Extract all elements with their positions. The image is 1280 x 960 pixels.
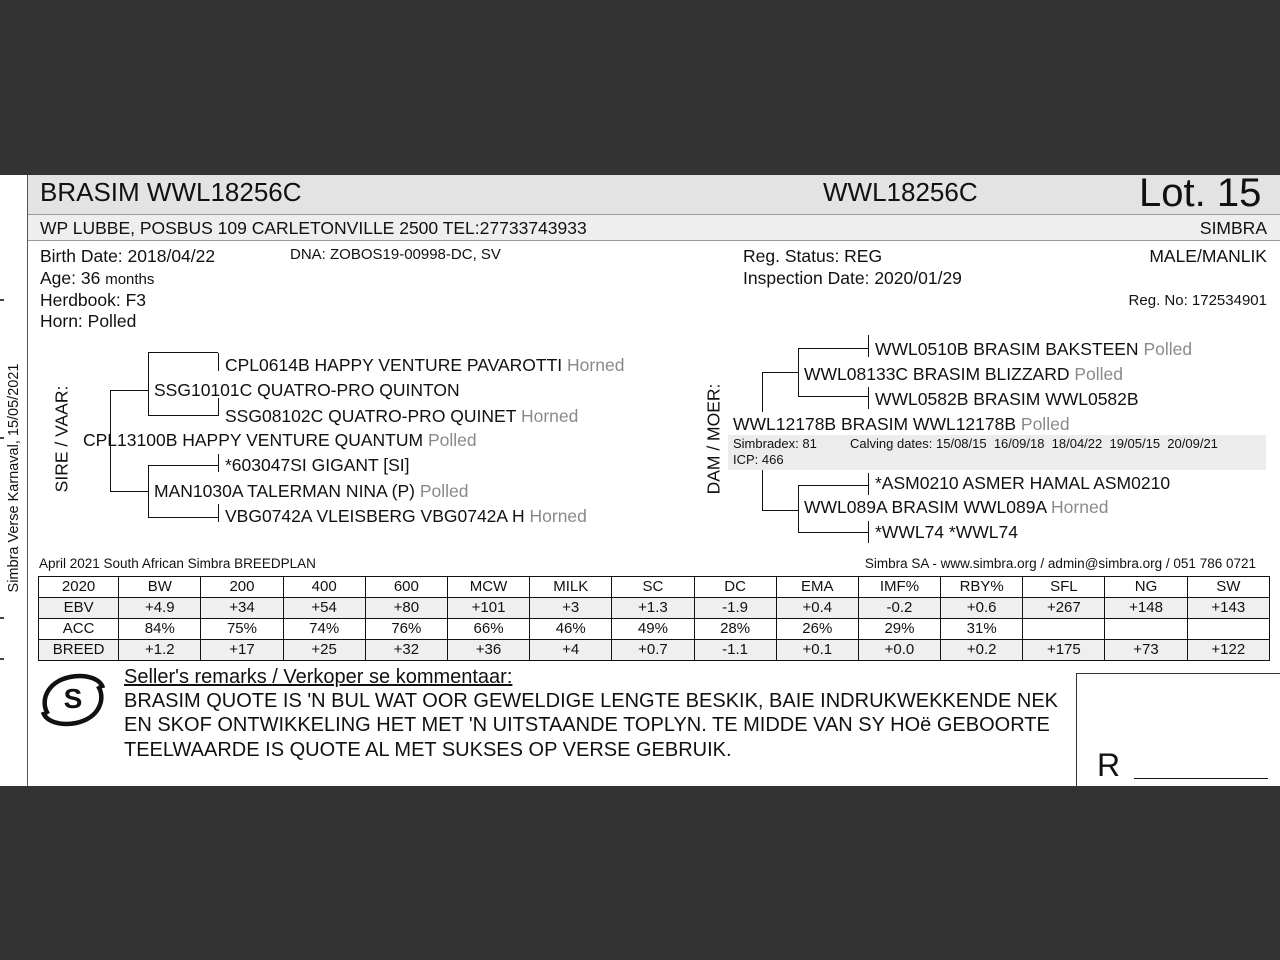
margin-tick — [0, 658, 4, 660]
breedplan-table — [38, 576, 1270, 661]
sire-bracket — [110, 390, 148, 391]
table-cell: 28% — [694, 619, 776, 640]
table-cell: DC — [694, 577, 776, 598]
table-cell: -1.1 — [694, 640, 776, 661]
dam-bracket — [798, 396, 868, 397]
dam-tick — [868, 387, 869, 409]
table-cell: +80 — [365, 598, 447, 619]
pedigree-entry: *603047SI GIGANT [SI] — [225, 455, 410, 475]
table-cell: 600 — [365, 577, 447, 598]
table-row — [39, 598, 1270, 619]
icp: ICP: 466 — [733, 452, 784, 467]
table-cell: +73 — [1105, 640, 1187, 661]
table-cell — [1105, 619, 1187, 640]
table-cell: 400 — [283, 577, 365, 598]
table-cell: 46% — [530, 619, 612, 640]
remarks-heading: Seller's remarks / Verkoper se kommentaar: — [124, 666, 513, 688]
table-cell: +54 — [283, 598, 365, 619]
dam-bracket — [762, 510, 798, 511]
table-cell: SW — [1187, 577, 1269, 598]
table-cell: +32 — [365, 640, 447, 661]
table-cell: SC — [612, 577, 694, 598]
breed-name: SIMBRA — [1199, 218, 1267, 238]
dna-info: DNA: ZOBOS19-00998-DC, SV — [290, 246, 501, 263]
margin-tick — [0, 617, 4, 619]
table-cell: 2020 — [39, 577, 119, 598]
pedigree-entry: WWL0582B BRASIM WWL0582B — [875, 389, 1139, 409]
sire-bracket — [148, 352, 149, 415]
table-cell: +3 — [530, 598, 612, 619]
calving-dates: Calving dates: 15/08/15 16/09/18 18/04/22 19/05/15 20/09/21 — [850, 436, 1218, 451]
table-cell: +17 — [201, 640, 283, 661]
table-cell: +1.2 — [119, 640, 201, 661]
event-label: Simbra Verse Karnaval, 15/05/2021 — [6, 363, 22, 593]
pedigree-entry: *WWL74 *WWL74 — [875, 522, 1018, 542]
table-cell: +148 — [1105, 598, 1187, 619]
table-cell: 66% — [447, 619, 529, 640]
table-cell: +0.0 — [858, 640, 940, 661]
dam-bracket — [798, 485, 868, 486]
age-unit: months — [105, 271, 155, 288]
sire-bracket — [148, 517, 218, 518]
table-cell: +0.2 — [941, 640, 1023, 661]
table-cell: +4 — [530, 640, 612, 661]
table-row — [39, 640, 1270, 661]
dam-bracket — [762, 372, 798, 373]
table-cell: NG — [1105, 577, 1187, 598]
dam-bracket — [798, 532, 868, 533]
table-cell: IMF% — [858, 577, 940, 598]
sex: MALE/MANLIK — [1149, 246, 1267, 266]
table-cell: +143 — [1187, 598, 1269, 619]
table-cell: +4.9 — [119, 598, 201, 619]
dam-tick — [868, 473, 869, 495]
table-cell: +0.7 — [612, 640, 694, 661]
age-value: Age: 36 — [40, 268, 101, 288]
pedigree-entry: WWL08133C BRASIM BLIZZARD Polled — [804, 364, 1124, 384]
pedigree-entry: MAN1030A TALERMAN NINA (P) Polled — [154, 481, 469, 501]
breedplan-contact: Simbra SA - www.simbra.org / admin@simbra.org / 051 786 0721 — [864, 556, 1256, 571]
table-cell: 31% — [941, 619, 1023, 640]
age — [40, 268, 154, 289]
table-cell: +36 — [447, 640, 529, 661]
lot-number: Lot. 15 — [1139, 175, 1262, 215]
simbra-logo-icon — [40, 672, 106, 728]
dam-bracket — [798, 485, 799, 532]
animal-id: WWL18256C — [823, 177, 978, 207]
table-cell: +101 — [447, 598, 529, 619]
sire-bracket — [148, 415, 218, 416]
herdbook: Herdbook: F3 — [40, 290, 147, 310]
table-cell: +1.3 — [612, 598, 694, 619]
pedigree-sire: CPL13100B HAPPY VENTURE QUANTUM Polled — [83, 430, 477, 450]
table-cell: +34 — [201, 598, 283, 619]
table-cell: 29% — [858, 619, 940, 640]
table-cell: BREED — [39, 640, 119, 661]
table-cell: MILK — [530, 577, 612, 598]
table-cell: -1.9 — [694, 598, 776, 619]
table-cell: 84% — [119, 619, 201, 640]
sire-tick — [218, 504, 219, 522]
sire-tick — [218, 353, 219, 371]
reg-status: Reg. Status: REG — [743, 246, 883, 266]
pedigree-entry: *ASM0210 ASMER HAMAL ASM0210 — [875, 473, 1171, 493]
price-line — [1134, 778, 1268, 779]
table-cell: 200 — [201, 577, 283, 598]
inspection-date: Inspection Date: 2020/01/29 — [743, 268, 962, 288]
logo-letter: S — [63, 683, 83, 714]
table-cell: 75% — [201, 619, 283, 640]
table-cell: EBV — [39, 598, 119, 619]
table-cell: +0.1 — [776, 640, 858, 661]
dam-bracket — [762, 372, 763, 412]
table-cell: -0.2 — [858, 598, 940, 619]
birth-date: Birth Date: 2018/04/22 — [40, 246, 216, 266]
table-cell: +175 — [1023, 640, 1105, 661]
dam-tick — [868, 521, 869, 543]
table-cell: BW — [119, 577, 201, 598]
breeder-info: WP LUBBE, POSBUS 109 CARLETONVILLE 2500 TEL:27733743933 — [40, 218, 587, 238]
table-header-row — [39, 577, 1270, 598]
pedigree-entry: CPL0614B HAPPY VENTURE PAVAROTTI Horned — [225, 355, 625, 375]
table-cell — [1023, 619, 1105, 640]
title-bar — [28, 175, 1280, 215]
horn-status: Horn: Polled — [40, 311, 137, 331]
table-cell: +25 — [283, 640, 365, 661]
sire-bracket — [148, 465, 149, 517]
table-cell: RBY% — [941, 577, 1023, 598]
pedigree-dam: WWL12178B BRASIM WWL12178B Polled — [733, 414, 1070, 434]
lot-card — [27, 175, 1280, 786]
pedigree-entry: WWL0510B BRASIM BAKSTEEN Polled — [875, 339, 1193, 359]
table-cell: 74% — [283, 619, 365, 640]
pedigree-entry: WWL089A BRASIM WWL089A Horned — [804, 497, 1109, 517]
dam-bracket — [762, 470, 763, 510]
remarks-text: BRASIM QUOTE IS 'N BUL WAT OOR GEWELDIGE LENGTE BESKIK, BAIE INDRUKWEKKENDE NEK EN SKOF ONTWIKKELING HET MET 'N UITSTAANDE TOPLYN. TE MIDDE VAN SY HOë GEBOORTE TEELWAARDE IS QUOTE AL MET SUKSES OP VERSE GEBRUIK. — [124, 690, 1058, 761]
breedplan-source: April 2021 South African Simbra BREEDPLAN — [39, 556, 316, 571]
table-cell: 49% — [612, 619, 694, 640]
dam-bracket — [798, 348, 799, 396]
pedigree-entry: SSG10101C QUATRO-PRO QUINTON — [154, 380, 460, 400]
sire-bracket — [148, 465, 218, 466]
dam-label: DAM / MOER: — [703, 383, 724, 495]
price-currency: R — [1097, 747, 1121, 783]
pedigree-entry: SSG08102C QUATRO-PRO QUINET Horned — [225, 406, 579, 426]
table-cell: MCW — [447, 577, 529, 598]
table-cell: ACC — [39, 619, 119, 640]
table-cell: +0.6 — [941, 598, 1023, 619]
table-cell: +0.4 — [776, 598, 858, 619]
table-cell: +122 — [1187, 640, 1269, 661]
table-row — [39, 619, 1270, 640]
table-cell: 26% — [776, 619, 858, 640]
dam-bracket — [798, 348, 868, 349]
sire-label: SIRE / VAAR: — [51, 385, 72, 493]
table-cell: 76% — [365, 619, 447, 640]
sire-bracket — [148, 352, 218, 353]
sire-bracket — [110, 491, 148, 492]
animal-name: BRASIM WWL18256C — [40, 177, 302, 207]
table-cell — [1187, 619, 1269, 640]
simbradex: Simbradex: 81 — [733, 436, 817, 451]
breeder-bar — [28, 215, 1280, 241]
margin-tick — [0, 437, 4, 439]
price-box[interactable] — [1076, 673, 1280, 786]
margin-tick — [0, 299, 4, 301]
table-cell: SFL — [1023, 577, 1105, 598]
reg-number: Reg. No: 172534901 — [1128, 292, 1267, 309]
table-cell: +267 — [1023, 598, 1105, 619]
table-cell: EMA — [776, 577, 858, 598]
dam-tick — [868, 335, 869, 357]
sire-tick — [218, 454, 219, 472]
pedigree-entry: VBG0742A VLEISBERG VBG0742A H Horned — [225, 506, 587, 526]
